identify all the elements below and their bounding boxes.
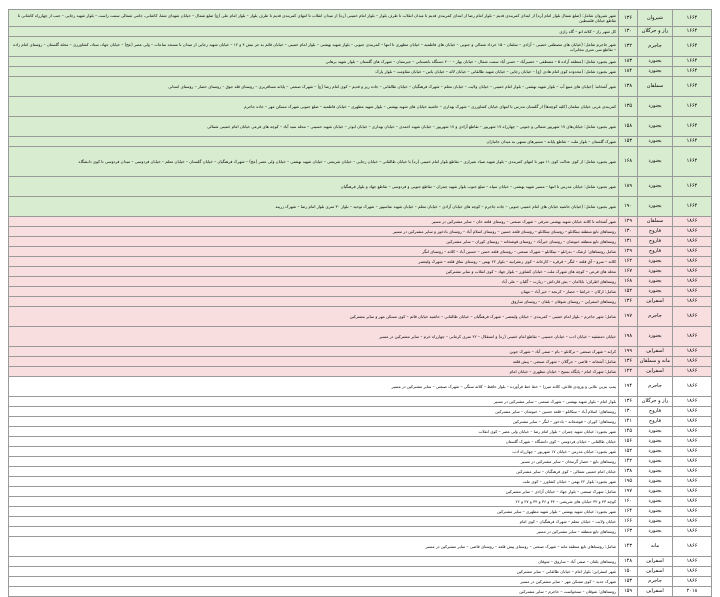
row-number-cell: ۱۳۶ [619, 397, 638, 407]
table-row [9, 437, 712, 447]
row-id-cell: ۱۶۶۴ [673, 197, 712, 217]
row-number-cell: ۱۳۸ [619, 467, 638, 477]
row-city-cell: اسفراین [638, 567, 673, 577]
row-description-cell: شهر بجنورد: خیابان شهید چمران – بلوار امام رضا – خیابان ولی عصر – کوی انقلاب [9, 427, 619, 437]
row-description-cell: شهر بجنورد شامل: خیابان‌های ۱۷ شهریور شمالی و جنوبی – چهارراه ۱۷ شهریور – تقاطع آزادی و ۱۷ شهریور – خیابان شهید احمدی – خیابان بهداری – خیابان ابوذر – خیابان شهید حسینی – محله سید آباد – کوچه های فرعی خیابان امام خمینی شمالی [9, 117, 619, 137]
row-number-cell: ۱۶۸ [619, 277, 638, 287]
row-description-cell: روستاهای اسفراین – روستای شوقان – بلقان – روستای ساروق [9, 297, 619, 307]
table-row [9, 227, 712, 237]
row-id-cell: ۱۸۶۶ [673, 257, 712, 267]
row-description-cell: شهر آشخانه تا کلاته خیابان شهید بهشتی شرقی – شهرک صنعتی – روستای قلعه خان – سایر مشترکین در مسیر [9, 217, 619, 227]
row-description-cell: روستاهای: کوران – قوشخانه – بادخور – لنگر – سایر مشترکین [9, 417, 619, 427]
row-number-cell: ۱۳۰ [619, 227, 638, 237]
row-id-cell: ۱۶۶۴ [673, 137, 712, 147]
row-id-cell: ۱۶۶۴ [673, 177, 712, 197]
row-city-cell: بجنورد [638, 97, 673, 117]
table-row [9, 27, 712, 37]
row-number-cell: ۱۹۷ [619, 487, 638, 497]
row-number-cell: ۱۴۸ [619, 557, 638, 567]
row-city-cell: فاروج [638, 227, 673, 237]
row-id-cell: ۱۸۶۶ [673, 267, 712, 277]
row-number-cell: ۱۳۱ [619, 237, 638, 247]
row-id-cell: ۱۸۶۶ [673, 507, 712, 517]
row-description-cell: شهر بجنورد شامل: خیابان مدرس تا انتها – مسیر شهید بهشتی – خیابان سپاه – ضلع جنوب بلوار شهید چمران – تقاطع جنوبی و فردوسی – تقاطع جهاد و بلوار فرهنگیان [9, 177, 619, 197]
row-description-cell: روستاهای تابع منطقه خبوشان – روستای خیرآباد – روستای قوشخانه – روستای کوران – سایر مشترکین [9, 237, 619, 247]
row-description-cell: خیابان دمشقیه – خیابان ادب – خیابان حسینی – تقاطع امام خمینی (ره) و استقلال – ۲۲ متری کرمانی – چهارراه خرم – سایر مشترکین در مسیر [9, 327, 619, 347]
table-row [9, 297, 712, 307]
table-row [9, 477, 712, 487]
row-city-cell: بجنورد [638, 257, 673, 267]
row-city-cell: بجنورد [638, 177, 673, 197]
row-description-cell: شهرک جدید – کوی مسکن مهر – سایر مشترکین در مسیر [9, 577, 619, 587]
table-row [9, 327, 712, 347]
row-id-cell: ۱۸۶۶ [673, 397, 712, 407]
row-number-cell: ۱۳۲ [619, 37, 638, 57]
table-row [9, 537, 712, 557]
table-row [9, 237, 712, 247]
row-id-cell: ۱۸۶۶ [673, 377, 712, 397]
row-number-cell: ۱۴۵ [619, 427, 638, 437]
row-city-cell: اسفراین [638, 557, 673, 567]
table-row [9, 557, 712, 567]
table-row [9, 507, 712, 517]
row-number-cell: ۱۳۶ [619, 297, 638, 307]
row-number-cell: ۱۹۰ [619, 197, 638, 217]
row-id-cell: ۱۸۶۶ [673, 247, 712, 257]
row-city-cell: شیروان [638, 10, 673, 27]
row-description-cell: شامل: ارکان – خراشا – حصار – کرنجه – خیر آباد – مهنان [9, 287, 619, 297]
row-description-cell: خیابان ولایت – خیابان معلم – شهرک فرهنگیان – کوی امام [9, 517, 619, 527]
row-id-cell: ۱۸۶۶ [673, 447, 712, 457]
table-row [9, 567, 712, 577]
row-city-cell: بجنورد [638, 57, 673, 67]
row-city-cell: جاجرم [638, 377, 673, 397]
row-number-cell: ۱۶۶ [619, 517, 638, 527]
row-id-cell: ۱۶۶۴ [673, 117, 712, 137]
row-description-cell: کرانه – شهرک صنعتی – ترکانلو – بام – صفی آباد – شهرک جوین [9, 347, 619, 357]
row-description-cell: روستاهای اطراف: باباامان – بش قارداش – زیارت – گلیان – علی آباد [9, 277, 619, 287]
row-id-cell: ۱۶۶۴ [673, 57, 712, 67]
row-number-cell: ۱۲۲ [619, 367, 638, 377]
row-city-cell: فاروج [638, 407, 673, 417]
row-number-cell: ۱۵۰ [619, 567, 638, 577]
row-description-cell: محله های فرعی – کوچه های شهرک ملت – خیابان کشاورز – بلوار جهاد – کوی انقلاب و سایر مشترکین [9, 267, 619, 277]
row-city-cell: بجنورد [638, 527, 673, 537]
table-row [9, 177, 712, 197]
table-row [9, 10, 712, 27]
row-description-cell: روستاهای تابع منطقه – سایر مشترکین در مسیر [9, 527, 619, 537]
table-row [9, 357, 712, 367]
row-description-cell: شامل: روستاهای تابع منطقه مانه – شهرک صنعتی – روستای پیش قلعه – روستای قاضی – سایر مشترکین در مسیر [9, 537, 619, 557]
row-description-cell: شامل: شهرک امام – پایگاه بسیج – خیابان مطهری – خیابان امام [9, 367, 619, 377]
table-row [9, 137, 712, 147]
row-city-cell: بجنورد [638, 147, 673, 177]
row-number-cell: ۱۹۷ [619, 307, 638, 327]
row-city-cell: بجنورد [638, 517, 673, 527]
table-row [9, 407, 712, 417]
row-city-cell: بجنورد [638, 477, 673, 487]
row-city-cell: بجنورد [638, 467, 673, 477]
row-id-cell: ۱۸۶۶ [673, 277, 712, 287]
row-description-cell: کلاته – سرو – آق قلعه – لنگر – قرقره – کارخانه – کوی زعفرانیه – بلوار ۲۲ بهمن – روستای ساق قلعه – شهرک ولیعصر [9, 257, 619, 267]
table-row [9, 147, 712, 177]
row-description-cell: شامل: شهرک صنعتی – بلوار جهاد – خیابان آزادی – سایر مشترکین [9, 487, 619, 497]
row-description-cell: روستاهای بلقان – صفی آباد – ساروق – شوقان [9, 557, 619, 567]
table-row [9, 37, 712, 57]
row-id-cell: ۲۰۱۸ [673, 587, 712, 597]
row-number-cell: ۱۹۵ [619, 477, 638, 487]
table-row [9, 427, 712, 437]
row-description-cell: کل شهر راز – کلاته اتو – گاه رازی [9, 27, 619, 37]
row-number-cell: ۱۵۹ [619, 587, 638, 597]
row-description-cell: شامل: آشخانه – قاضی – جرگلان – شهرک صنعتی – پیش قلعه [9, 357, 619, 367]
row-description-cell: شامل روستاهای: ارشک – بدرانلو – تیتکانلو – شهرک صنعتی – روستای قلعه حسن – حسین آباد – کلاته – روستای لنگر [9, 247, 619, 257]
table-row [9, 447, 712, 457]
row-number-cell: ۱۶۲ [619, 257, 638, 267]
row-number-cell: ۱۳۰ [619, 27, 638, 37]
row-description-cell: شامل: شهر جاجرم – بلوار امام خمینی – کمربندی – خیابان ولیعصر – شهرک فرهنگیان – خیابان طالقانی – حاشیه خیابان قائم – کوی مسکن مهر و سایر مشترکین [9, 307, 619, 327]
row-id-cell: ۱۸۶۶ [673, 347, 712, 357]
table-row [9, 67, 712, 77]
row-number-cell: ۱۳۰ [619, 407, 638, 417]
row-number-cell: ۱۵۳ [619, 137, 638, 147]
row-number-cell: ۱۴۳ [619, 537, 638, 557]
row-city-cell: بجنورد [638, 437, 673, 447]
table-row [9, 77, 712, 97]
row-number-cell: ۱۲۹ [619, 247, 638, 257]
row-id-cell: ۱۸۶۶ [673, 217, 712, 227]
row-id-cell: ۱۸۶۶ [673, 577, 712, 587]
row-id-cell: ۱۸۶۶ [673, 497, 712, 507]
row-id-cell: ۱۸۶۶ [673, 487, 712, 497]
table-row [9, 267, 712, 277]
table-row [9, 277, 712, 287]
row-id-cell: ۱۶۶۴ [673, 77, 712, 97]
table-row [9, 397, 712, 407]
outage-schedule-sheet [8, 9, 712, 594]
row-number-cell: ۱۹۹ [619, 347, 638, 357]
row-description-cell: شهر بجنورد شامل: (خیابان حاشیه خیابان های امام خمینی جنوبی – جاده جاجرم – کوچه های خیابان آزادی – خیابان معلم – خیابان شهید عباسپور – شهرک توحید – بلوار ۳۰ متری بلوار امام رضا – شهرک زرینه [9, 197, 619, 217]
row-description-cell: شهرک گلستان – بلوار ملت – تقاطع پایانه – مسیرهای منتهی به میدان جانبازان [9, 137, 619, 147]
table-row [9, 487, 712, 497]
row-description-cell: روستاهای تابع منطقه تیتکانلو – روستای تیتکانلو – روستای قلعه حسین – روستای اسلام آباد – روستای بادخور و سایر مشترکین در مسیر [9, 227, 619, 237]
table-row [9, 497, 712, 507]
row-city-cell: فاروج [638, 237, 673, 247]
table-row [9, 97, 712, 117]
row-number-cell: ۱۳۸ [619, 77, 638, 97]
row-number-cell: ۱۳۶ [619, 10, 638, 27]
table-row [9, 117, 712, 137]
row-number-cell: ۱۵۶ [619, 437, 638, 447]
row-city-cell: بجنورد [638, 427, 673, 437]
row-number-cell: ۱۳۵ [619, 97, 638, 117]
row-city-cell: بجنورد [638, 137, 673, 147]
row-number-cell: ۱۶۳ [619, 527, 638, 537]
row-description-cell: شهر بجنورد: خیابان شهید بهشتی – بلوار شهید مطهری – سایر مشترکین [9, 507, 619, 517]
row-city-cell: بجنورد [638, 497, 673, 507]
row-city-cell: فاروج [638, 417, 673, 427]
row-city-cell: راز و جرگلان [638, 397, 673, 407]
row-city-cell: بجنورد [638, 507, 673, 517]
row-city-cell: بجنورد [638, 117, 673, 137]
row-id-cell: ۱۸۶۶ [673, 227, 712, 237]
row-number-cell: ۱۸۴ [619, 67, 638, 77]
table-row [9, 517, 712, 527]
row-id-cell: ۱۸۶۶ [673, 407, 712, 417]
row-id-cell: ۱۸۶۶ [673, 427, 712, 437]
row-id-cell: ۱۸۶۶ [673, 467, 712, 477]
row-description-cell: شهر بجنورد شامل: (محدوده کوی امام هادی (ع) – خیابان رجایی – خیابان شهید طالقانی – خیابان لاله – خیابان یاس – خیابان مقاومت – بلوار پارک [9, 67, 619, 77]
row-city-cell: اسفراین [638, 347, 673, 357]
row-description-cell: خیابان امام خمینی شمالی – کوی فرهنگیان – سایر مشترکین [9, 467, 619, 477]
row-description-cell: کوچه ۴۳ و ۳۴ خیابان های شریعتی – ۳۴ و ۳۶ و ۳۴ و ۲۷ و ۲۶ [9, 497, 619, 507]
row-description-cell: پمپ بنزین علایی و ورودی فلاش، کلاته میرزا – خط خط فرآورده – بلوار حافظ – کلاته سنگی – شهرک صنعتی – سایر مشترکین در مسیر [9, 377, 619, 397]
table-row [9, 587, 712, 597]
row-description-cell: شهر بجنورد شامل: از کوی عدالت کوی ۱۱ مهر تا انتهای کمربندی – بلوار شهید صیاد شیرازی – تقاطع بلوار امام خمینی (ره) با خیابان طالقانی – خیابان رجایی – خیابان شریعتی – خیابان شهید بهشتی – خیابان ولی عصر (عج) – شهرک فرهنگیان – خیابان گلستان – خیابان معلم – خیابان فردوسی – میدان فردوسی تا کوی دانشگاه [9, 147, 619, 177]
row-description-cell: خیابان طالقانی – خیابان فردوسی – کوی دانشگاه – شهرک گلستان [9, 437, 619, 447]
row-number-cell: ۱۵۳ [619, 577, 638, 587]
row-id-cell: ۱۸۶۶ [673, 297, 712, 307]
row-city-cell: بجنورد [638, 267, 673, 277]
row-number-cell: ۱۶۰ [619, 497, 638, 507]
table-row [9, 257, 712, 267]
row-id-cell: ۱۸۶۶ [673, 357, 712, 367]
outage-table-body [9, 10, 712, 597]
row-city-cell: بجنورد [638, 487, 673, 497]
row-id-cell: ۱۸۶۶ [673, 287, 712, 297]
table-row [9, 457, 712, 467]
row-city-cell: بجنورد [638, 67, 673, 77]
row-city-cell: بجنورد [638, 277, 673, 287]
row-id-cell: ۱۸۶۶ [673, 307, 712, 327]
row-id-cell: ۱۶۶۴ [673, 27, 712, 37]
row-number-cell: ۱۵۸ [619, 117, 638, 137]
row-number-cell: ۱۲۹ [619, 217, 638, 227]
row-number-cell: ۱۶۴ [619, 507, 638, 517]
row-city-cell: سملقان [638, 217, 673, 227]
row-city-cell: اسفراین [638, 297, 673, 307]
row-id-cell: ۱۸۶۶ [673, 557, 712, 567]
table-row [9, 287, 712, 297]
row-city-cell: سملقان [638, 77, 673, 97]
row-id-cell: ۱۶۶۴ [673, 67, 712, 77]
row-id-cell: ۱۶۶۴ [673, 97, 712, 117]
row-number-cell: ۱۹۸ [619, 327, 638, 347]
table-row [9, 217, 712, 227]
row-id-cell: ۱۸۶۶ [673, 457, 712, 467]
row-id-cell: ۱۸۶۶ [673, 327, 712, 347]
row-description-cell: شهر بجنورد شامل: (منطقه آزاده ۵ – مصطفی – حصیرآباد – حسن آباد سمت شمال – خیابان بهار – ۲۰۰ دستگاه باغستانی – جیرستان – شهرک های گلستان – بلوار شهید برهانی [9, 57, 619, 67]
table-row [9, 307, 712, 327]
row-description-cell: کمربندی غربی خیابان سلمان (کلیه کوچه‌ها) از گلستان مدرس تا انتهای خیابان کشاورزی – شهرک بهداری – حاشیه خیابان های شهید بهشتی – بلوار شهید مطهری – خیابان فاطمیه – ضلع جنوبی شهرک مسکن مهر – جاده جاجرم [9, 97, 619, 117]
row-description-cell: شهر اسفراین: بلوار امام – خیابان طالقانی – سایر مشترکین [9, 567, 619, 577]
row-city-cell: راز و جرگلان [638, 27, 673, 37]
row-number-cell: ۱۴۱ [619, 417, 638, 427]
row-id-cell: ۱۶۶۴ [673, 147, 712, 177]
row-city-cell: بجنورد [638, 287, 673, 297]
row-number-cell: ۱۶۸ [619, 147, 638, 177]
row-description-cell: شهر شیروان شامل: (ضلع شمال بلوار امام (ره) از ابتدای کمربندی قدیم – بلوار امام رضا از ابتدای کمربندی قدیم تا میدان انقلاب تا طرف بلوار – بلوار امام خمینی (ره) از میدان انقلاب تا انتهای کمربندی قدیم تا طرف بلوار – بلوار امام علی (ع) ضلع شمال – خیابان شهدای شفا، کاشانی، جامی شمالی سمت راست – بلوار شهید رجایی – جنب از چهارراه کاشانی تا تقاطع خیابان فلسطین [9, 10, 619, 27]
row-id-cell: ۱۶۶۴ [673, 37, 712, 57]
row-description-cell: روستاهای: شوقان – سنخواست – جاجرم – سایر مشترکین [9, 587, 619, 597]
row-id-cell: ۱۸۶۶ [673, 517, 712, 527]
row-city-cell: فاروج [638, 247, 673, 257]
row-number-cell: ۱۳۶ [619, 357, 638, 367]
row-id-cell: ۱۸۶۶ [673, 237, 712, 247]
row-number-cell: ۱۹۴ [619, 377, 638, 397]
row-city-cell: جاجرم [638, 307, 673, 327]
row-city-cell: مانه و سملقان [638, 357, 673, 367]
table-row [9, 527, 712, 537]
row-number-cell: ۱۸۹ [619, 177, 638, 197]
row-id-cell: ۱۸۶۶ [673, 417, 712, 427]
table-row [9, 417, 712, 427]
row-number-cell: ۱۶۷ [619, 267, 638, 277]
row-city-cell: اسفراین [638, 367, 673, 377]
row-id-cell: ۱۸۶۶ [673, 477, 712, 487]
row-description-cell: روستاهای: اسلام آباد – تیتکانلو – قلعه حسین – خبوشان – سایر مشترکین [9, 407, 619, 417]
row-description-cell: شهر بجنورد: خیابان مدرس – خیابان ۱۷ شهریور – چهارراه ادب [9, 447, 619, 457]
row-city-cell: بجنورد [638, 447, 673, 457]
table-row [9, 197, 712, 217]
row-city-cell: جاجرم [638, 37, 673, 57]
table-row [9, 367, 712, 377]
row-description-cell: بلوار امام – بلوار شهید بهشتی – شهرک صنعتی – سایر مشترکین در مسیر [9, 397, 619, 407]
table-row [9, 247, 712, 257]
row-number-cell: ۱۴۲ [619, 457, 638, 467]
row-id-cell: ۱۶۶۴ [673, 10, 712, 27]
row-city-cell: بجنورد [638, 457, 673, 467]
row-city-cell: مانه [638, 537, 673, 557]
row-description-cell: شهر آشخانه: (خیابان های منبع آب – بلوار شهید بهشتی – بلوار امام خمینی – خیابان ولایت – خیابان معلم – شهرک فرهنگیان – خیابان طالقانی – جاده ریز و قدیم – کوی امام رضا (ع) – شهرک صنعتی – پایانه مسافربری – روستای قله جوق – روستای حصار – روستای اسدلی [9, 77, 619, 97]
table-row [9, 467, 712, 477]
table-row [9, 577, 712, 587]
row-id-cell: ۱۸۶۶ [673, 567, 712, 577]
row-number-cell: ۱۸۳ [619, 57, 638, 67]
row-id-cell: ۱۸۶۶ [673, 527, 712, 537]
table-row [9, 347, 712, 357]
row-city-cell: جاجرم [638, 577, 673, 587]
row-city-cell: بجنورد [638, 197, 673, 217]
table-row [9, 57, 712, 67]
row-number-cell: ۱۵۲ [619, 287, 638, 297]
row-description-cell: شهر جاجرم شامل: (خیابان های مصطفی خمینی – آزادی – سلمان – ۱۵ خرداد شمالی و جنوبی – خیابان های فاطمیه – خیابان مطهری تا انتها – کمربندی جنوبی – بلوار شهید بهشتی – بلوار امام خمینی – خیابان قائم به جز نبش ۴ و ۱۲ – خیابان شهید رجایی از میدان تا مسجد ساعات – ولی عصر (عج) – خیابان جهاد، ستاد، کشاورزی – محله گلستان – روستای امام زاده – تقاطع سی متری مخابرات [9, 37, 619, 57]
row-city-cell: اسفراین [638, 587, 673, 597]
row-city-cell: بجنورد [638, 327, 673, 347]
row-id-cell: ۱۸۶۶ [673, 437, 712, 447]
row-id-cell: ۱۸۶۶ [673, 537, 712, 557]
table-row [9, 377, 712, 397]
row-description-cell: شهر بجنورد: بلوار ۲۲ بهمن – خیابان کشاورز – کوی ملت [9, 477, 619, 487]
row-id-cell: ۱۸۶۶ [673, 367, 712, 377]
row-number-cell: ۱۵۲ [619, 447, 638, 457]
row-description-cell: روستاهای تابع – حصار گرمخان – سایر مشترکین در مسیر [9, 457, 619, 467]
